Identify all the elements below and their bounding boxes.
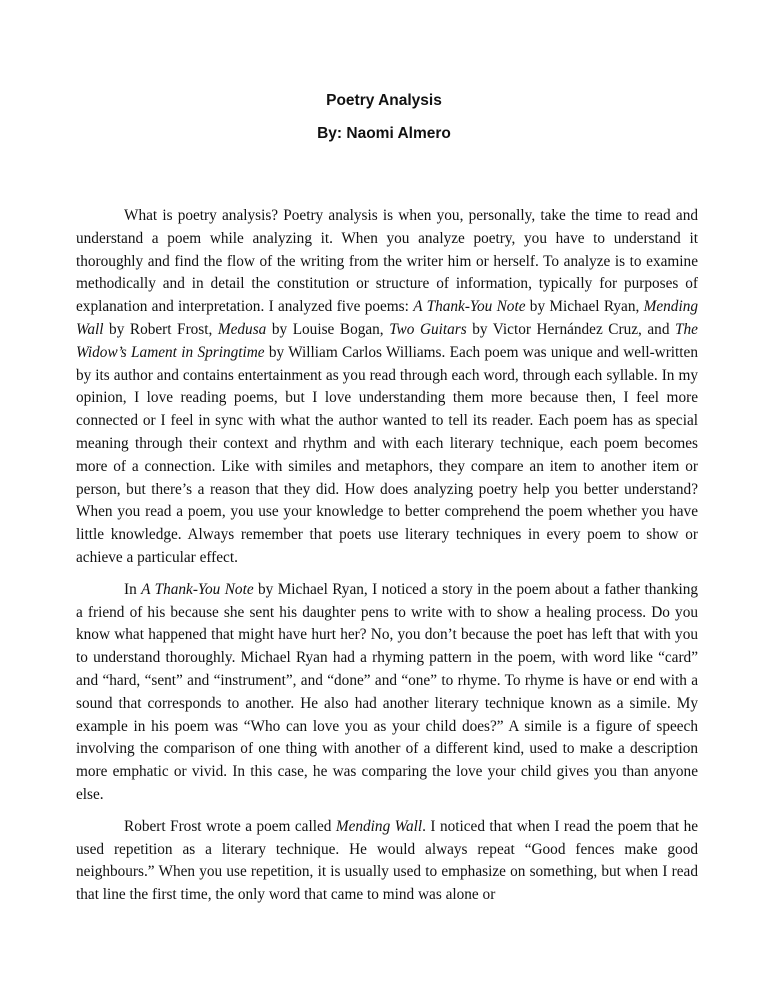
poem-title: A Thank-You Note [141,580,254,598]
paragraph-text: by Michael Ryan, [525,298,644,316]
body-paragraph [76,205,698,570]
body-paragraph [76,579,698,807]
paragraph-text: by Robert Frost, [103,320,218,338]
paragraph-text: by Victor Hernández Cruz, and [466,320,676,338]
paragraph-text: by Michael Ryan, I noticed a story in the poem about a father thanking a friend of his because she sent his daughter pens to write with to show a healing process. Do you know what happened that might have hurt her? No, you don’t because the poet has left that with you to understand thoroughly. Michael Ryan had a rhyming pattern in the poem, with word like “card” and “hard, “sent” and “instrument”, and “done” and “one” to rhyme. To rhyme is have or end with a sound that corresponds to another. He also had another literary technique known as a simile. My example in his poem was “Who can love you as your child does?” A simile is a figure of speech involving the comparison of one thing with another of a different kind, used to make a description more emphatic or vivid. In this case, he was comparing the love your child gives you than anyone else. [76,580,699,803]
body-paragraph [76,816,698,907]
paragraph-text: . I noticed that when I read the poem that he used repetition as a literary technique. He would always repeat “Good fences make good neighbours.” When you use repetition, it is usually used to emphasize on something, but when I read that line the first time, the only word that came to mind was alone or [76,817,699,904]
paragraph-text: by Louise Bogan, [266,320,390,338]
paragraph-text: What is poetry analysis? Poetry analysis is when you, personally, take the time to read and understand a poem while analyzing it. When you analyze poetry, you have to understand it thoroughly and find the flow of the writing from the writer him or herself. To analyze is to examine methodically and in detail the constitution or structure of information, typically for purposes of explanation and interpretation. I analyzed five poems: [76,207,698,316]
poem-title: The Widow’s Lament in Springtime [76,320,698,361]
document-title: Poetry Analysis [326,92,442,109]
poem-title: Mending Wall [76,298,699,338]
document-body [76,205,698,916]
poem-title: Two Guitars [389,320,467,338]
paragraph-text: by William Carlos Williams. Each poem was unique and well-written by its author and contains entertainment as you read through each word, through each syllable. In my opinion, I love reading poems, but I love understanding them more because then, I feel more connected or I feel in sync with what the author wanted to tell its reader. Each poem has as special meaning through their context and rhythm and with each literary technique, each poem becomes more of a connection. Like with similes and metaphors, they compare an item to another item or person, but there’s a reason that they did. How does analyzing poetry help you better understand? When you read a poem, you use your knowledge to better comprehend the poem whether you have little knowledge. Always remember that poets use literary techniques in every poem to show or achieve a particular effect. [76,343,698,566]
poem-title: A Thank-You Note [413,298,526,316]
poem-title: Medusa [217,320,267,338]
paragraph-text: In [124,580,142,598]
poem-title: Mending Wall [335,817,423,835]
document-byline: By: Naomi Almero [317,125,451,142]
paragraph-text: Robert Frost wrote a poem called [124,817,336,835]
